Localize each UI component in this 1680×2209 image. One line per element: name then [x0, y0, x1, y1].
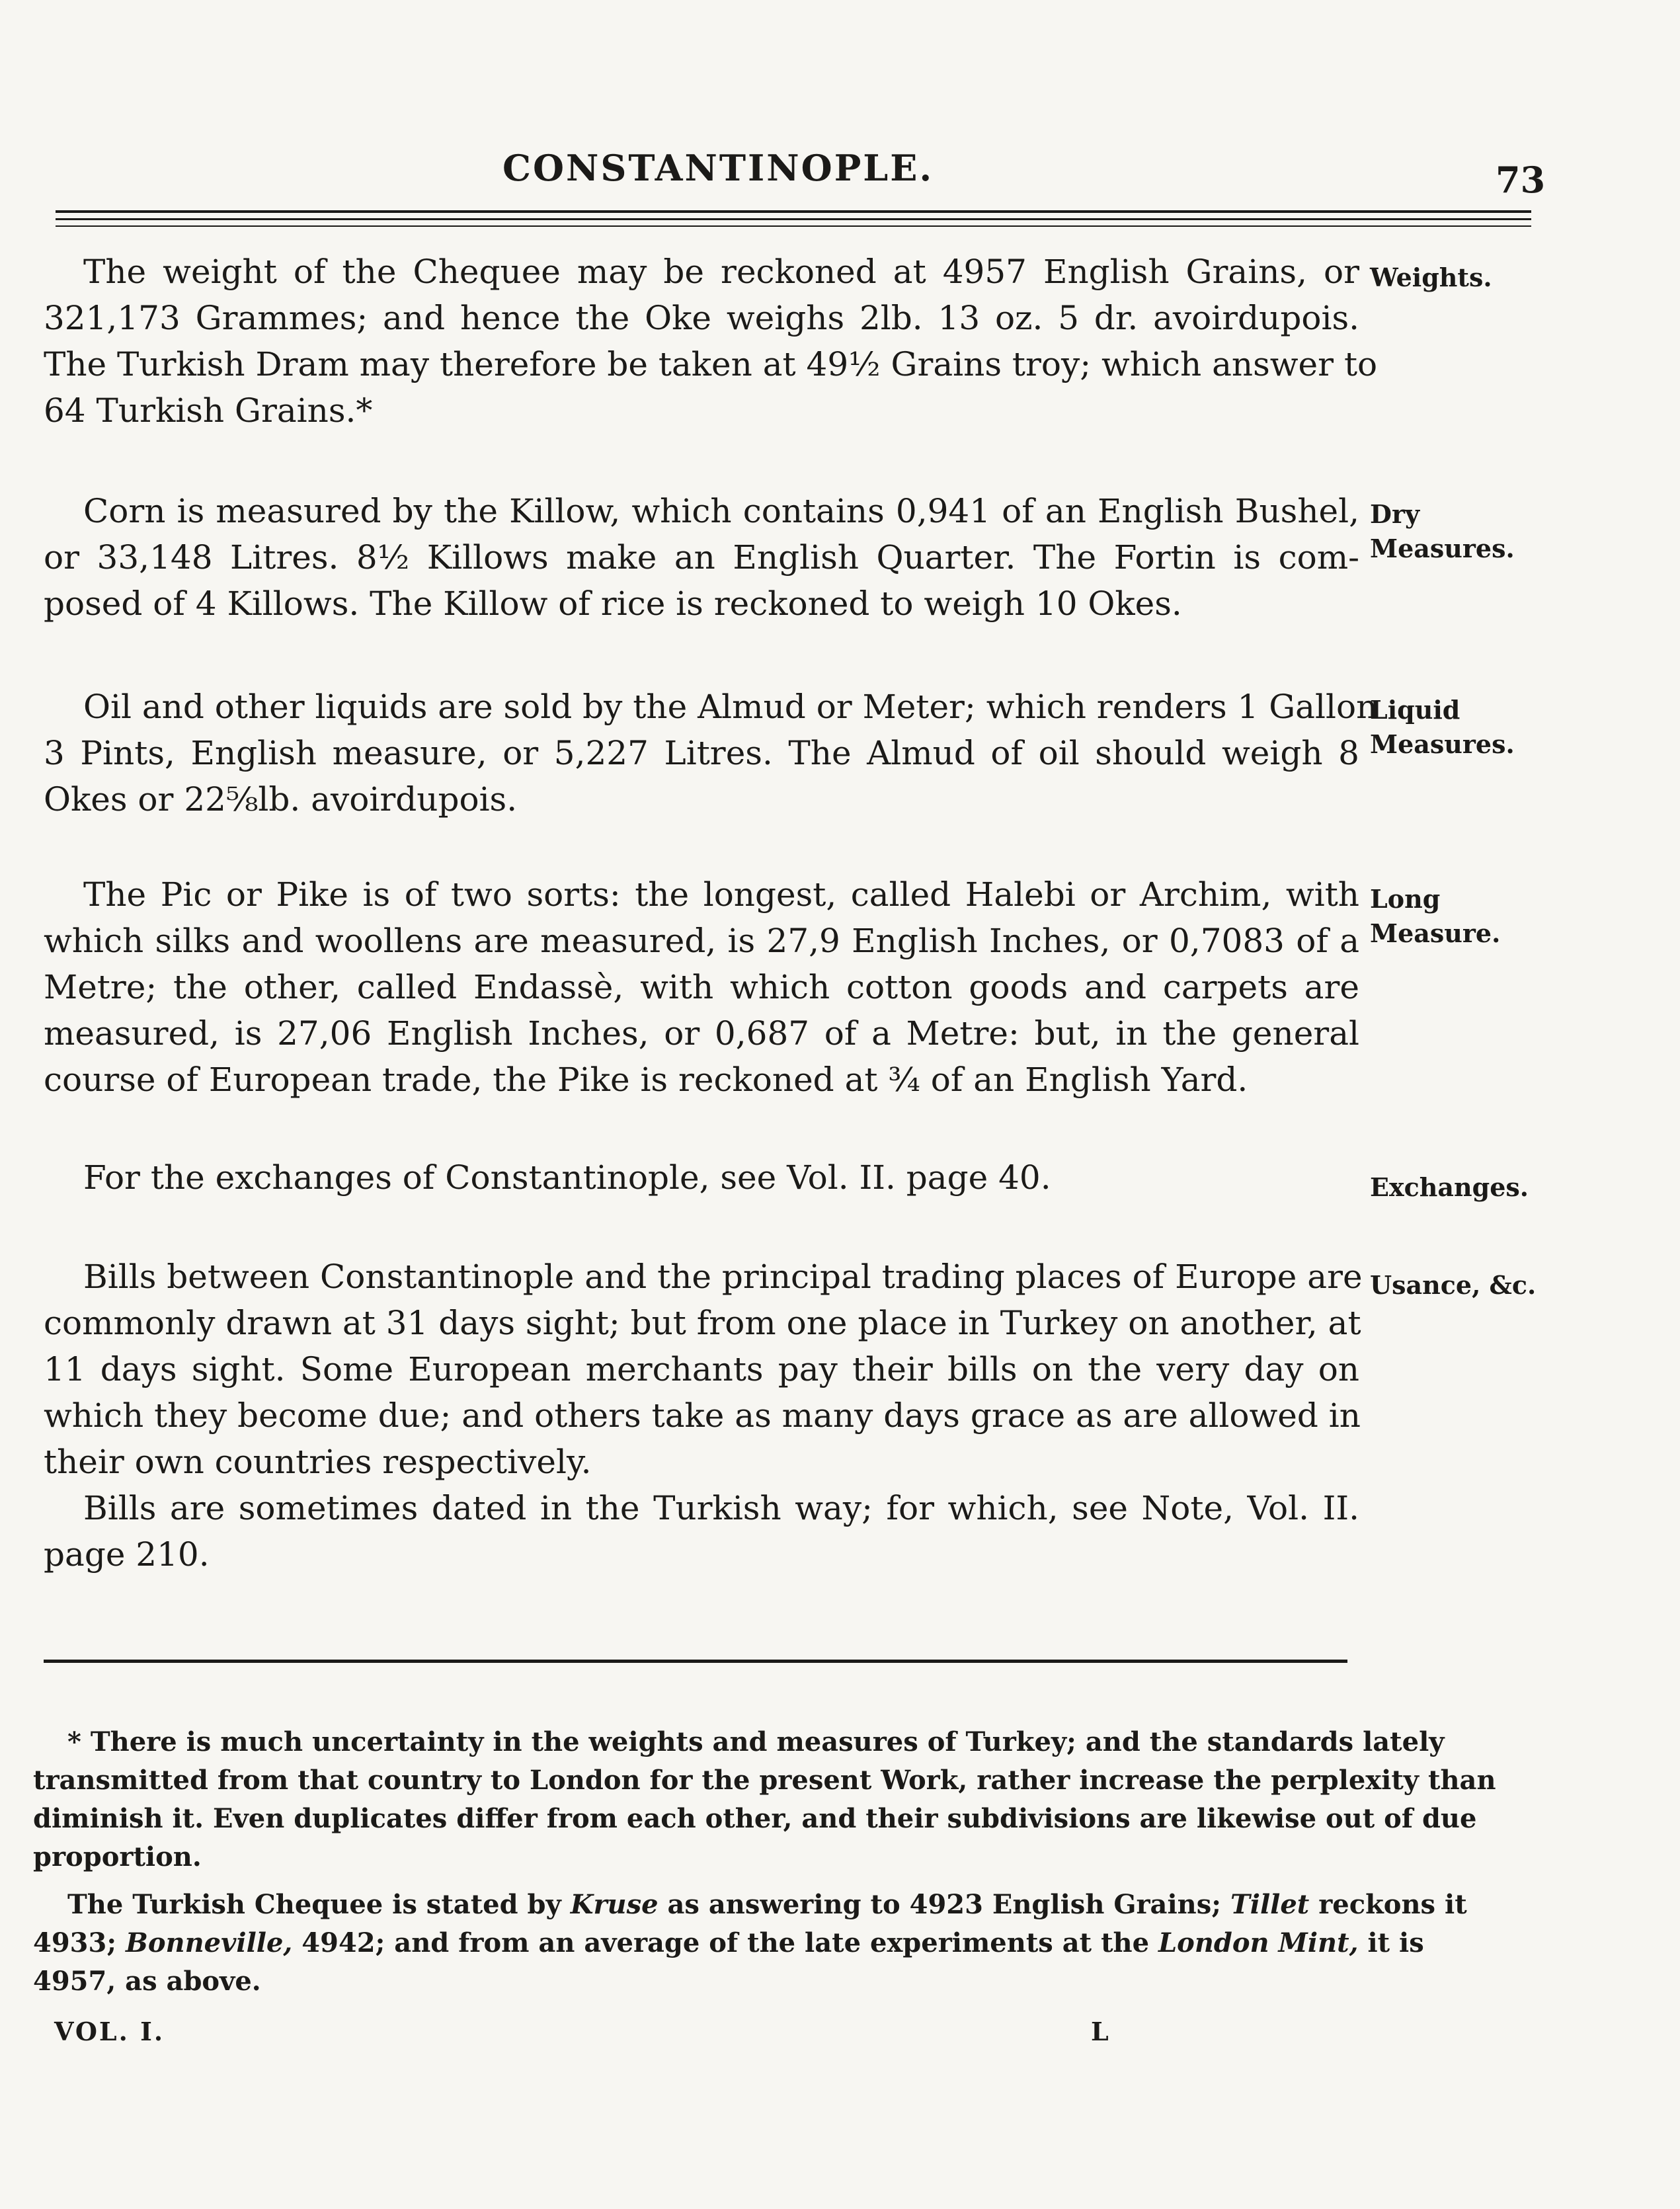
footnote-text: The Turkish Chequee is stated by — [67, 1889, 561, 1920]
footnote-rule — [44, 1660, 1347, 1663]
paragraph-weights — [44, 249, 1378, 434]
text-line: For the exchanges of Constantinople, see Vol. II. page 40. — [83, 1158, 1051, 1197]
text-line: which silks and woollens are measured, is 27,9 English Inches, or 0,7083 of a — [44, 922, 1359, 960]
gathering-signature: L — [1091, 2017, 1109, 2046]
footnote-line: transmitted from that country to London for the present Work, rather increase the perplexity than — [33, 1765, 1496, 1796]
text-line: page 210. — [44, 1535, 210, 1574]
footnote-text: it is — [1367, 1927, 1424, 1958]
margin-note-line: Measure. — [1370, 918, 1501, 948]
margin-note-line: Liquid — [1370, 695, 1460, 725]
footnote-line: diminish it. Even duplicates differ from each other, and their subdivisions are likewise out of due — [33, 1803, 1477, 1834]
text-line: measured, is 27,06 English Inches, or 0,687 of a Metre: but, in the general — [44, 1014, 1359, 1053]
footnotes — [33, 1723, 1496, 2001]
margin-note-line: Usance, &c. — [1370, 1270, 1537, 1300]
text-line: commonly drawn at 31 days sight; but from one place in Turkey on another, at — [44, 1304, 1361, 1342]
header-rule — [56, 225, 1531, 227]
running-title: CONSTANTINOPLE. — [502, 147, 934, 189]
paragraph-liquid-measures — [44, 684, 1378, 823]
text-line: or 33,148 Litres. 8½ Killows make an English Quarter. The Fortin is com- — [44, 538, 1359, 577]
author-name: Bonneville, — [126, 1927, 293, 1958]
text-line: Metre; the other, called Endassè, with which cotton goods and carpets are — [44, 968, 1359, 1006]
margin-note-long-measure — [1370, 882, 1648, 951]
text-line: The Pic or Pike is of two sorts: the longest, called Halebi or Archim, with — [83, 875, 1359, 914]
text-line: their own countries respectively. — [44, 1443, 592, 1481]
margin-note-line: Weights. — [1370, 262, 1492, 292]
paragraph-long-measure — [44, 871, 1359, 1103]
text-line: 11 days sight. Some European merchants pay their bills on the very day on — [44, 1350, 1359, 1388]
text-line: Oil and other liquids are sold by the Almud or Meter; which renders 1 Gallon — [83, 688, 1378, 726]
header-rule — [56, 218, 1531, 220]
text-line: The Turkish Dram may therefore be taken at 49½ Grains troy; which answer to — [44, 345, 1378, 383]
margin-note-line: Exchanges. — [1370, 1172, 1529, 1202]
page-number: 73 — [1496, 159, 1546, 201]
footnote-text: as answering to 4923 English Grains; — [667, 1889, 1222, 1920]
text-line: 3 Pints, English measure, or 5,227 Litres. The Almud of oil should weigh 8 — [44, 734, 1359, 772]
institution-name: London Mint, — [1158, 1927, 1359, 1958]
footnote-line — [33, 1924, 1424, 1962]
text-line: The weight of the Chequee may be reckoned at 4957 English Grains, or — [83, 253, 1359, 291]
text-line: Bills are sometimes dated in the Turkish way; for which, see Note, Vol. II. — [83, 1489, 1359, 1527]
margin-note-line: Long — [1370, 884, 1441, 914]
text-line: course of European trade, the Pike is reckoned at ¾ of an English Yard. — [44, 1061, 1248, 1099]
paragraph-dry-measures — [44, 488, 1359, 627]
text-line: Okes or 22⅝lb. avoirdupois. — [44, 780, 518, 819]
footnote-line: proportion. — [33, 1841, 202, 1872]
footnote-text: reckons it — [1318, 1889, 1467, 1920]
text-line: which they become due; and others take as many days grace as are allowed in — [44, 1396, 1361, 1435]
margin-note-line: Measures. — [1370, 729, 1515, 759]
paragraph-exchanges — [44, 1154, 1359, 1201]
text-line: 64 Turkish Grains.* — [44, 391, 373, 430]
text-line: posed of 4 Killows. The Killow of rice is reckoned to weigh 10 Okes. — [44, 584, 1182, 623]
header-rule — [56, 210, 1531, 213]
footnote-text: 4942; and from an average of the late experiments at the — [301, 1927, 1150, 1958]
author-name: Kruse — [570, 1889, 659, 1920]
paragraph-usance — [44, 1254, 1363, 1578]
footnote-text: 4933; — [33, 1927, 117, 1958]
text-line: 321,173 Grammes; and hence the Oke weighs 2lb. 13 oz. 5 dr. avoirdupois. — [44, 299, 1359, 337]
text-line: Bills between Constantinople and the principal trading places of Europe are — [83, 1258, 1363, 1296]
margin-note-liquid-measures — [1370, 693, 1648, 762]
author-name: Tillet — [1230, 1889, 1310, 1920]
margin-note-usance — [1370, 1268, 1648, 1303]
text-line: Corn is measured by the Killow, which contains 0,941 of an English Bushel, — [83, 492, 1359, 530]
margin-note-weights — [1370, 261, 1648, 295]
margin-note-dry-measures — [1370, 497, 1648, 566]
footnote-line — [33, 1886, 1467, 1924]
footnote-line: 4957, as above. — [33, 1966, 261, 1997]
margin-note-line: Measures. — [1370, 534, 1515, 563]
volume-signature: VOL. I. — [54, 2017, 165, 2046]
margin-note-exchanges — [1370, 1170, 1648, 1205]
footnote-line: * There is much uncertainty in the weights and measures of Turkey; and the standards lately — [67, 1726, 1445, 1757]
margin-note-line: Dry — [1370, 499, 1420, 529]
